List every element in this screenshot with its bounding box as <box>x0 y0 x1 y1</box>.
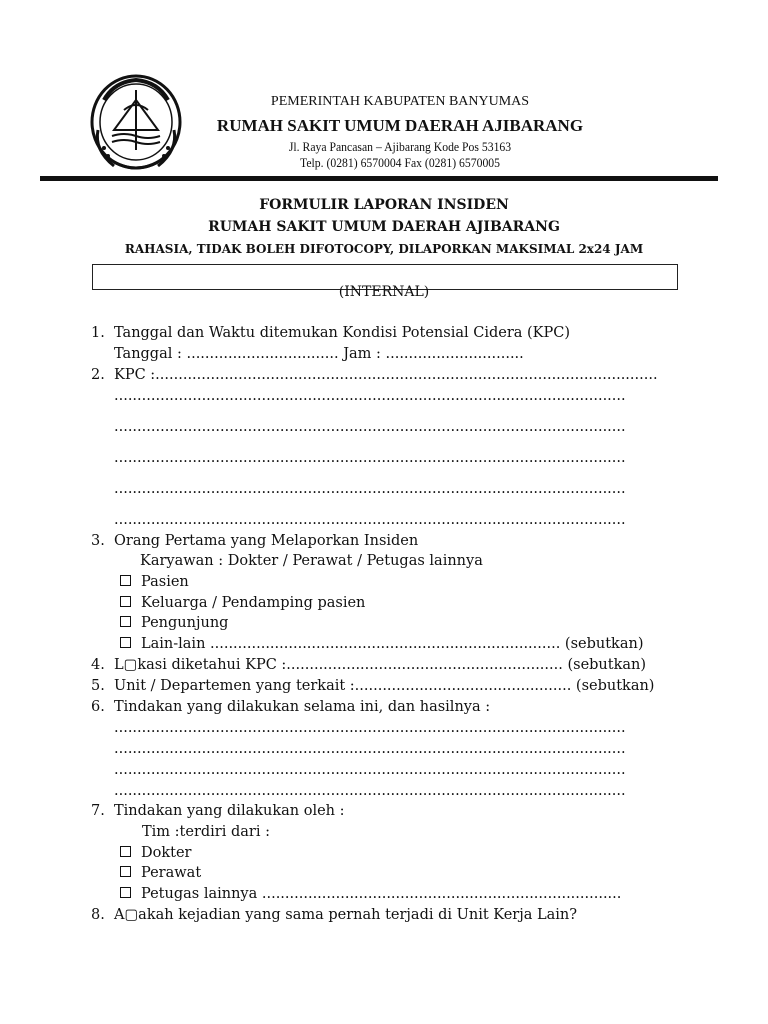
item-number: 7. <box>91 803 105 819</box>
kpc-field[interactable]: KPC :............................................................................................................. <box>114 367 658 383</box>
checkbox-icon[interactable] <box>120 887 131 898</box>
kpc-dotted-line[interactable]: ............................................................................................................... <box>114 419 626 435</box>
question-date-time: Tanggal dan Waktu ditemukan Kondisi Potensial Cidera (KPC) <box>114 325 571 341</box>
checkbox-lain-lain[interactable] <box>120 636 643 652</box>
item-number: 2. <box>91 367 105 383</box>
checkbox-icon[interactable] <box>120 846 131 857</box>
actions-dotted-line[interactable]: ............................................................................................................... <box>114 741 626 757</box>
header-divider <box>40 176 718 181</box>
checkbox-dokter[interactable] <box>120 845 191 861</box>
reporter-employee-option: Karyawan : Dokter / Perawat / Petugas lainnya <box>140 553 483 569</box>
kpc-dotted-line[interactable]: ............................................................................................................... <box>114 481 626 497</box>
checkbox-perawat[interactable] <box>120 865 201 881</box>
item-number: 8. <box>91 907 105 923</box>
checkbox-keluarga[interactable] <box>120 595 365 611</box>
checkbox-icon[interactable] <box>120 866 131 877</box>
actions-dotted-line[interactable]: ............................................................................................................... <box>114 762 626 778</box>
checkbox-icon[interactable] <box>120 616 131 627</box>
question-first-reporter: Orang Pertama yang Melaporkan Insiden <box>114 533 419 549</box>
checkbox-label: Pengunjung <box>141 615 229 631</box>
question-actions-taken: Tindakan yang dilakukan selama ini, dan hasilnya : <box>114 699 491 715</box>
form-title: FORMULIR LAPORAN INSIDEN <box>259 197 509 213</box>
internal-label: (INTERNAL) <box>338 284 430 300</box>
kpc-dotted-line[interactable]: ............................................................................................................... <box>114 450 626 466</box>
question-same-incident: A▢akah kejadian yang sama pernah terjadi di Unit Kerja Lain? <box>114 907 577 923</box>
checkbox-icon[interactable] <box>120 637 131 648</box>
item-number: 1. <box>91 325 105 341</box>
form-hospital-title: RUMAH SAKIT UMUM DAERAH AJIBARANG <box>208 219 560 235</box>
kpc-dotted-line[interactable]: ............................................................................................................... <box>114 388 626 404</box>
checkbox-pasien[interactable] <box>120 574 189 590</box>
checkbox-label: Keluarga / Pendamping pasien <box>141 595 366 611</box>
checkbox-label: Dokter <box>141 845 192 861</box>
checkbox-petugas-lainnya[interactable] <box>120 886 621 902</box>
actions-dotted-line[interactable]: ............................................................................................................... <box>114 783 626 799</box>
hospital-phone: Telp. (0281) 6570004 Fax (0281) 6570005 <box>299 155 500 170</box>
kpc-dotted-line[interactable]: ............................................................................................................... <box>114 512 626 528</box>
item-number: 6. <box>91 699 105 715</box>
checkbox-icon[interactable] <box>120 596 131 607</box>
government-name: PEMERINTAH KABUPATEN BANYUMAS <box>270 94 530 109</box>
team-consists-label: Tim :terdiri dari : <box>142 824 270 840</box>
item-number: 5. <box>91 678 105 694</box>
location-field[interactable]: L▢kasi diketahui KPC :............................................................ (sebutkan) <box>114 657 647 673</box>
unit-department-field[interactable]: Unit / Departemen yang terkait :............................................... (sebutkan) <box>114 678 655 694</box>
checkbox-label: Lain-lain ............................................................................ (sebutkan) <box>141 636 644 652</box>
hospital-address: Jl. Raya Pancasan – Ajibarang Kode Pos 53163 <box>288 139 512 154</box>
item-number: 3. <box>91 533 105 549</box>
item-number: 4. <box>91 657 105 673</box>
question-actions-by: Tindakan yang dilakukan oleh : <box>114 803 345 819</box>
checkbox-pengunjung[interactable] <box>120 615 228 631</box>
form-confidential-note: RAHASIA, TIDAK BOLEH DIFOTOCOPY, DILAPORKAN MAKSIMAL 2x24 JAM <box>124 242 644 256</box>
actions-dotted-line[interactable]: ............................................................................................................... <box>114 720 626 736</box>
hospital-name: RUMAH SAKIT UMUM DAERAH AJIBARANG <box>216 116 584 135</box>
checkbox-label: Pasien <box>141 574 189 590</box>
checkbox-label: Petugas lainnya .............................................................................. <box>141 886 622 902</box>
checkbox-icon[interactable] <box>120 575 131 586</box>
banyumas-emblem-logo <box>84 70 188 178</box>
checkbox-label: Perawat <box>141 865 202 881</box>
date-time-field[interactable]: Tanggal : ................................. Jam : .............................. <box>114 346 524 362</box>
